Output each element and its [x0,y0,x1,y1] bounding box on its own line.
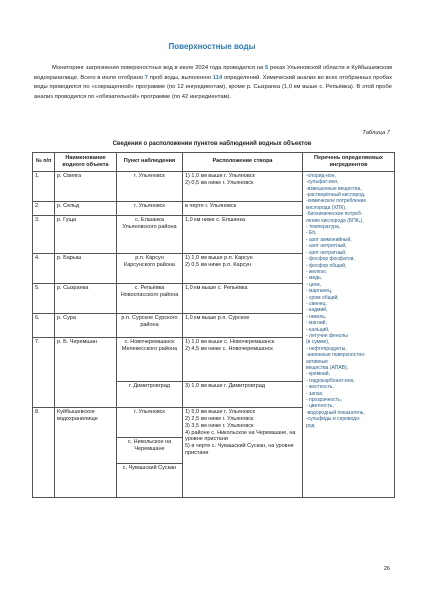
ingredient-item: -биохимическое потреб- [306,211,363,218]
row-object: р. Сызранка [55,283,117,313]
row-location [183,407,303,497]
row-object: р. Б. Черемшан [55,337,117,407]
table-caption: Сведения о расположении пунктов наблюдений водных объектов [112,141,312,147]
paragraph-text: определений. Химический анализ во всех отобранных пробах воды проводился по «сокращенной» программе (по 12 ингредиентам), кроме р. Сызранка (1,0 км выше с. Репьёвка). В этой пробе анализ проводился по «обязательной» программе (по 42 ингредиентам). [34,74,392,100]
row-num: 4. [33,253,55,283]
ingredient-item: - гидрокарбонат-ион, [306,377,355,384]
location-line: 2) 0,5 км ниже р.п. Карсун [185,261,252,268]
header-num: № п/п [33,153,55,172]
row-object: р. Гуща [55,215,117,253]
ingredient-item: вещества (АПАВ), [306,365,349,371]
ingredient-item: - азот нитратный, [306,249,347,256]
ingredient-item: - хром общий, [306,294,339,301]
location-line: 1) 1,0 км выше р.п. Карсун [185,254,253,261]
row-location: 1,0 км выше р.п. Сурское [183,313,303,337]
row-point: р.п. Сурское Сурского района [117,313,183,337]
ingredient-item: -взвешенные вещества, [306,185,362,192]
row-object: Куйбышевское водохранилище [55,407,117,497]
section-title: Поверхностные воды [168,42,256,51]
row-location: 3) 1,0 км выше г. Димитровград [183,381,303,407]
observation-points-table [32,152,395,498]
ingredient-item: -сульфат-ион, [306,179,339,186]
row-point: г. Димитровград [117,381,183,407]
ingredient-item: - магний, [306,320,327,327]
ingredient-item: - кремний, [306,371,330,378]
row-point: с. Репьёвка Новоспасского района [117,283,183,313]
ingredient-item: - марганец, [306,288,333,295]
paragraph-text: Мониторинг загрязнения поверхностных вод в июле 2024 года проводился на [52,65,265,71]
ingredient-item: - кальций, [306,326,330,333]
row-point: с. Елшанка Ульяновского района [117,215,183,253]
ingredient-item: - кадмий, [306,307,328,314]
row-location: 1,0 км ниже с. Елшанка [183,215,303,253]
ingredient-item: - фосфор общий, [306,262,347,269]
header-point: Пункт наблюдения [117,153,183,172]
row-point: с. Новочеремшанск Мелекесского района [117,337,183,381]
location-line: 4) районе с. Никольское на Черемшане, на уровне пристани [185,429,296,443]
ingredient-item: кислорода (ХПК), [306,204,347,211]
samples-count: 7 [144,74,148,81]
row-num: 3. [33,215,55,253]
location-line: 2) 2,5 км ниже г. Ульяновск [185,415,254,422]
ingredient-item: - прозрачность, [306,397,342,404]
ingredients-cell [303,171,395,497]
ingredient-item: - никель, [306,313,327,320]
ingredient-item: - цветность, [306,403,334,410]
row-num: 5. [33,283,55,313]
ingredient-item: - азот нитритный, [306,243,347,250]
ingredient-item: - фосфор фосфатов, [306,256,355,263]
page-number: 26 [383,566,390,572]
row-location: в черте г. Ульяновск [183,201,303,215]
row-num: 6. [33,313,55,337]
ingredient-item: - медь, [306,275,323,282]
row-object: р. Свияга [55,171,117,201]
ingredient-item: - запах, [306,390,324,397]
ingredient-item: -анионные поверхностно- [306,352,366,359]
determinations-count: 114 [212,74,223,81]
paragraph-text: реках Ульяновской области и Куйбышевском водохранилище. Всего в июле отобрано [34,65,392,81]
row-point: г. Ульяновск [117,201,183,215]
row-point: с. Никольское на Черемшане [117,437,183,463]
row-object: р. Сельд [55,201,117,215]
row-point: г. Ульяновск [117,407,183,437]
row-location: 1,0 км выше с. Репьёвка [183,283,303,313]
row-location [183,253,303,283]
row-num: 1. [33,171,55,201]
row-num: 8. [33,407,55,497]
ingredient-item: - нефтепродукты, [306,345,347,352]
ingredient-item: ление кислорода (БПК₅), [306,217,364,224]
ingredient-item: -хлорид-ион, [306,172,336,179]
row-point: с. Чувашский Сускан [117,463,183,497]
table-header-row [33,153,395,172]
ingredient-item: - летучие фенолы [306,332,348,339]
ingredient-item: - жесткость, [306,384,334,391]
ingredient-item: - азот аммонийный, [306,236,352,243]
ingredients-list [306,173,391,429]
rivers-count: 5 [264,65,269,71]
row-location [183,337,303,381]
ingredient-item: активные [306,358,328,365]
row-object: р. Барыш [55,253,117,283]
intro-paragraph [34,64,392,102]
ingredient-item: - Eh, [306,230,317,237]
location-line: 5) в черте с. Чувашский Сускан, на уровне пристани [185,443,294,457]
table-row [33,171,395,201]
ingredient-item: - свинец, [306,300,327,307]
ingredient-item: -химическое потребление [306,198,367,205]
ingredient-item: (в сумме), [306,339,330,346]
row-num: 2. [33,201,55,215]
table-number: Таблица 7 [362,130,390,136]
location-line: 1) 1,0 км выше г. Ульяновск [185,172,255,179]
row-num: 7. [33,337,55,407]
ingredient-item: - железо, [306,268,328,275]
row-point: р.п. Карсун Карсунского района [117,253,183,283]
header-ingredients: Перечень определяемых ингредиентов [303,153,395,172]
ingredient-item: - температура, [306,224,341,231]
header-location: Расположение створа [183,153,303,172]
location-line: 1) 5,0 км выше г. Ульяновск [185,408,255,415]
row-location [183,171,303,201]
header-object: Наименование водного объекта [55,153,117,172]
row-object: р. Сура [55,313,117,337]
ingredient-item: -водородный показатель, [306,409,365,416]
location-line: 2) 4,5 км ниже с. Новочеремшанск [185,345,273,352]
location-line: 3) 3,5 км ниже г. Ульяновск [185,422,254,429]
row-point: г. Ульяновск [117,171,183,201]
ingredient-item: - цинк, [306,281,322,288]
paragraph-text: проб воды, выполнено [147,74,213,81]
location-line: 1) 1,0 км выше с. Новочеремшанск [185,338,275,345]
ingredient-item: род [306,422,315,429]
ingredient-item: -сульфиды и сероводо- [306,416,361,423]
location-line: 2) 0,5 км ниже г. Ульяновск [185,179,254,186]
ingredient-item: -растворённый кислород, [306,192,366,199]
